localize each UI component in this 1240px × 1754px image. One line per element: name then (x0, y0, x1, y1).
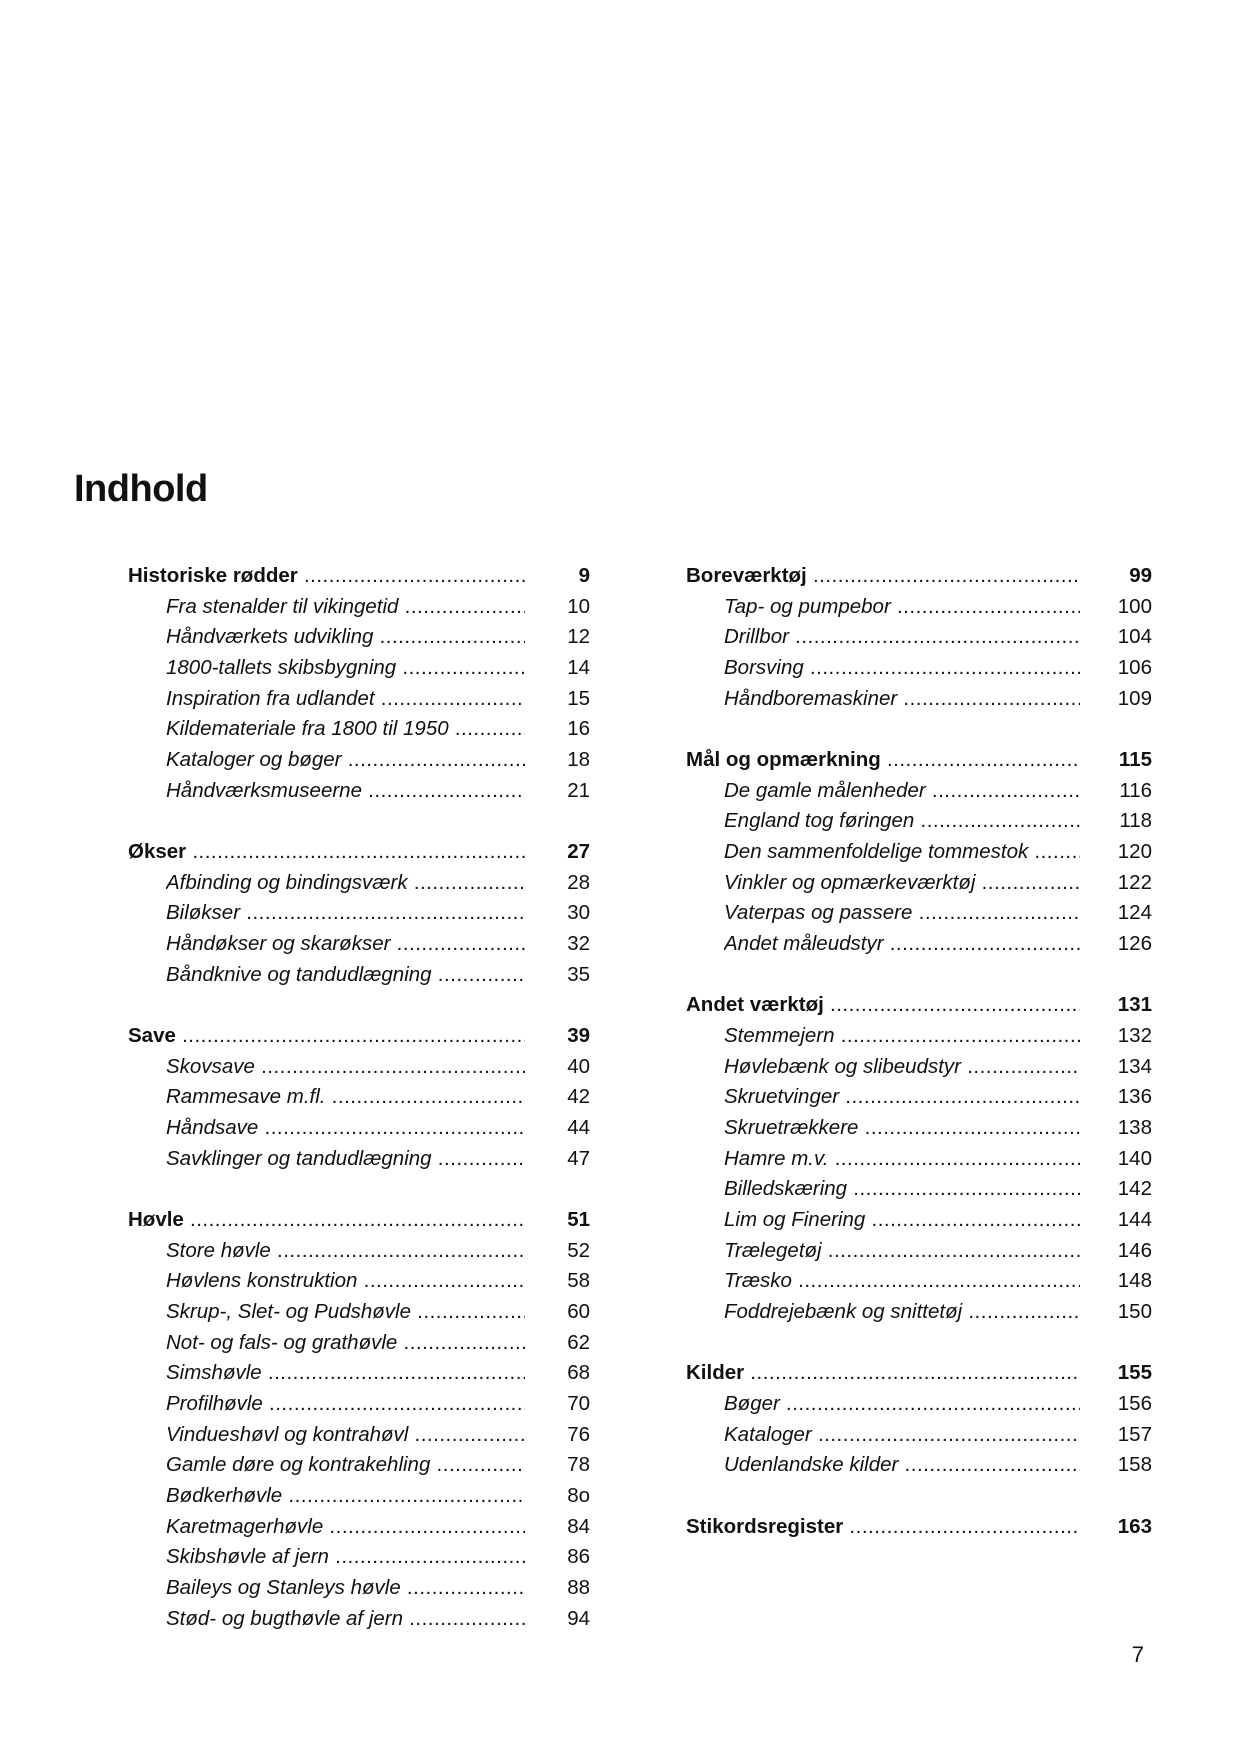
page-ref: 88 (567, 1576, 590, 1600)
subentry-title: Høvlebænk og slibeudstyr ..... (724, 1052, 1080, 1083)
page-ref: 12 (567, 625, 590, 649)
subentry-title: Håndværksmuseerne ..... (166, 776, 525, 807)
page-ref: 8o (567, 1484, 590, 1508)
toc-subentry (128, 776, 590, 807)
toc-chapter-entry (128, 1021, 590, 1052)
subentry-title: Kildemateriale fra 1800 til 1950 ..... (166, 714, 525, 745)
subentry-title: Gamle døre og kontrakehling ..... (166, 1450, 525, 1481)
page-ref: 148 (1117, 1269, 1152, 1293)
subentry-title: Borsving ..... (724, 653, 1080, 684)
page-ref: 118 (1119, 809, 1152, 833)
toc-subentry (128, 592, 590, 623)
page-ref: 32 (567, 932, 590, 956)
page-ref: 27 (567, 840, 590, 863)
subentry-title: Skibshøvle af jern ..... (166, 1542, 525, 1573)
toc-section (686, 745, 1152, 960)
subentry-title: Store høvle ..... (166, 1236, 525, 1267)
page-ref: 52 (567, 1238, 590, 1262)
toc-subentry (128, 1450, 590, 1481)
toc-subentry (128, 1082, 590, 1113)
chapter-title: Save ..... (128, 1021, 525, 1052)
toc-chapter-entry (686, 1358, 1152, 1389)
subentry-title: Høvlens konstruktion ..... (166, 1266, 525, 1297)
page-ref: 9 (578, 564, 590, 587)
toc-subentry (686, 684, 1152, 715)
subentry-title: Andet måleudstyr ..... (724, 929, 1080, 960)
toc-section (128, 561, 590, 807)
page-ref: 70 (567, 1392, 590, 1415)
page-ref: 138 (1117, 1116, 1152, 1139)
toc-column-right (686, 561, 1152, 1542)
toc-subentry (686, 1205, 1152, 1236)
subentry-title: Inspiration fra udlandet ..... (166, 684, 525, 715)
toc-subentry (128, 622, 590, 653)
toc-subentry (686, 1144, 1152, 1175)
toc-chapter-entry (128, 837, 590, 868)
toc-subentry (686, 929, 1152, 960)
toc-subentry (686, 653, 1152, 684)
subentry-title: Vaterpas og passere ..... (724, 898, 1080, 929)
page-ref: 109 (1117, 686, 1152, 710)
subentry-title: Håndboremaskiner ..... (724, 684, 1080, 715)
toc-subentry (686, 868, 1152, 899)
chapter-title: Boreværktøj ..... (686, 561, 1080, 592)
page-ref: 132 (1117, 1023, 1152, 1047)
toc-chapter-entry (128, 561, 590, 592)
subentry-title: England tog føringen ..... (724, 806, 1080, 837)
toc-subentry (686, 1021, 1152, 1052)
chapter-title: Stikordsregister ..... (686, 1512, 1080, 1543)
page-ref: 158 (1117, 1453, 1152, 1477)
subentry-title: Bødkerhøvle ..... (166, 1481, 525, 1512)
subentry-title: Lim og Finering ..... (724, 1205, 1080, 1236)
toc-subentry (686, 806, 1152, 837)
toc-subentry (128, 1481, 590, 1512)
toc-subentry (128, 1052, 590, 1083)
toc-subentry (128, 929, 590, 960)
subentry-title: Drillbor ..... (724, 622, 1080, 653)
toc-subentry (686, 1236, 1152, 1267)
toc-subentry (128, 745, 590, 776)
toc-subentry (686, 1052, 1152, 1083)
subentry-title: Profilhøvle ..... (166, 1389, 525, 1420)
subentry-title: Trælegetøj ..... (724, 1236, 1080, 1267)
toc-chapter-entry (128, 1205, 590, 1236)
subentry-title: Stød- og bugthøvle af jern ..... (166, 1604, 525, 1635)
page-ref: 51 (567, 1207, 590, 1231)
toc-subentry (686, 837, 1152, 868)
subentry-title: Fra stenalder til vikingetid ..... (166, 592, 525, 623)
toc-subentry (128, 653, 590, 684)
toc-subentry (128, 684, 590, 715)
toc-subentry (128, 1328, 590, 1359)
page-ref: 94 (567, 1606, 590, 1630)
chapter-title: Kilder ..... (686, 1358, 1080, 1389)
toc-subentry (128, 1358, 590, 1389)
page-ref: 142 (1117, 1177, 1152, 1201)
toc-subentry (128, 1144, 590, 1175)
page-ref: 44 (567, 1116, 590, 1139)
page-ref: 16 (567, 717, 590, 741)
toc-chapter-entry (686, 990, 1152, 1021)
page-ref: 99 (1129, 564, 1152, 587)
toc-section (686, 561, 1152, 714)
toc-chapter-entry (686, 561, 1152, 592)
subentry-title: Håndværkets udvikling ..... (166, 622, 525, 653)
page-ref: 157 (1117, 1422, 1152, 1446)
page-ref: 146 (1117, 1238, 1152, 1262)
subentry-title: Skruetvinger ..... (724, 1082, 1080, 1113)
toc-subentry (128, 1266, 590, 1297)
subentry-title: Træsko ..... (724, 1266, 1080, 1297)
toc-subentry (128, 1236, 590, 1267)
toc-section (128, 837, 590, 990)
page-ref: 15 (567, 686, 590, 710)
subentry-title: Bøger ..... (724, 1389, 1080, 1420)
subentry-title: Båndknive og tandudlægning ..... (166, 960, 525, 991)
page-ref: 42 (567, 1085, 590, 1109)
page-ref: 35 (567, 962, 590, 986)
toc-section (686, 1512, 1152, 1543)
subentry-title: Biløkser ..... (166, 898, 525, 929)
toc-subentry (128, 1113, 590, 1144)
subentry-title: Håndøkser og skarøkser ..... (166, 929, 525, 960)
page-ref: 40 (567, 1054, 590, 1078)
toc-subentry (686, 592, 1152, 623)
toc-subentry (686, 1113, 1152, 1144)
chapter-title: Andet værktøj ..... (686, 990, 1080, 1021)
toc-subentry (128, 1512, 590, 1543)
page-ref: 131 (1117, 993, 1152, 1017)
subentry-title: Not- og fals- og grathøvle ..... (166, 1328, 525, 1359)
chapter-title: Historiske rødder ..... (128, 561, 525, 592)
page-ref: 120 (1117, 840, 1152, 863)
page-ref: 156 (1117, 1392, 1152, 1415)
page-title: Indhold (74, 468, 208, 510)
subentry-title: Skruetrækkere ..... (724, 1113, 1080, 1144)
page-ref: 163 (1117, 1514, 1152, 1538)
toc-subentry (128, 898, 590, 929)
page-ref: 39 (567, 1023, 590, 1047)
toc-subentry (686, 1389, 1152, 1420)
page-ref: 62 (567, 1330, 590, 1354)
page-ref: 60 (567, 1299, 590, 1323)
page-ref: 47 (567, 1146, 590, 1170)
toc-subentry (128, 1389, 590, 1420)
page-ref: 116 (1119, 778, 1152, 802)
page-ref: 78 (567, 1453, 590, 1477)
subentry-title: Skovsave ..... (166, 1052, 525, 1083)
page-ref: 84 (567, 1514, 590, 1538)
subentry-title: Den sammenfoldelige tommestok ..... (724, 837, 1080, 868)
page-ref: 124 (1117, 901, 1152, 925)
subentry-title: Vindueshøvl og kontrahøvl ..... (166, 1420, 525, 1451)
page-ref: 115 (1118, 747, 1152, 771)
subentry-title: Skrup-, Slet- og Pudshøvle ..... (166, 1297, 525, 1328)
page-ref: 21 (567, 778, 590, 802)
subentry-title: Vinkler og opmærkeværktøj ..... (724, 868, 1080, 899)
subentry-title: Afbinding og bindingsværk ..... (166, 868, 525, 899)
toc-subentry (686, 1420, 1152, 1451)
toc-subentry (128, 1573, 590, 1604)
toc-section (128, 1021, 590, 1174)
toc-chapter-entry (686, 745, 1152, 776)
subentry-title: Savklinger og tandudlægning ..... (166, 1144, 525, 1175)
page-ref: 18 (567, 748, 590, 772)
page-ref: 28 (567, 870, 590, 894)
subentry-title: Tap- og pumpebor ..... (724, 592, 1080, 623)
toc-subentry (686, 1082, 1152, 1113)
subentry-title: Rammesave m.fl. ..... (166, 1082, 525, 1113)
toc-section (686, 990, 1152, 1328)
page-ref: 100 (1117, 594, 1152, 618)
page-ref: 58 (567, 1269, 590, 1293)
subentry-title: De gamle målenheder ..... (724, 776, 1080, 807)
subentry-title: Hamre m.v. ..... (724, 1144, 1080, 1175)
toc-section (128, 1205, 590, 1635)
chapter-title: Økser ..... (128, 837, 525, 868)
page-ref: 155 (1117, 1361, 1152, 1385)
page-ref: 14 (567, 656, 590, 680)
subentry-title: Stemmejern ..... (724, 1021, 1080, 1052)
subentry-title: Udenlandske kilder ..... (724, 1450, 1080, 1481)
toc-subentry (128, 1420, 590, 1451)
subentry-title: Håndsave ..... (166, 1113, 525, 1144)
page-ref: 106 (1117, 656, 1152, 680)
page-ref: 150 (1117, 1300, 1152, 1324)
toc-subentry (686, 1174, 1152, 1205)
page-ref: 104 (1117, 625, 1152, 649)
page-ref: 10 (567, 594, 590, 618)
page-ref: 68 (567, 1361, 590, 1385)
toc-subentry (686, 1266, 1152, 1297)
toc-subentry (128, 1542, 590, 1573)
toc-subentry (128, 1297, 590, 1328)
page-ref: 140 (1117, 1146, 1152, 1170)
subentry-title: Kataloger og bøger ..... (166, 745, 525, 776)
subentry-title: 1800-tallets skibsbygning ..... (166, 653, 525, 684)
toc-chapter-entry (686, 1512, 1152, 1543)
toc-section (686, 1358, 1152, 1481)
page-ref: 76 (567, 1422, 590, 1446)
page-ref: 30 (567, 901, 590, 925)
toc-subentry (686, 776, 1152, 807)
chapter-title: Mål og opmærkning ..... (686, 745, 1080, 776)
page-ref: 122 (1117, 870, 1152, 894)
toc-column-left (128, 561, 590, 1635)
subentry-title: Baileys og Stanleys høvle ..... (166, 1573, 525, 1604)
page-ref: 136 (1117, 1085, 1152, 1109)
page-ref: 144 (1117, 1208, 1152, 1232)
toc-subentry (128, 1604, 590, 1635)
subentry-title: Billedskæring ..... (724, 1174, 1080, 1205)
toc-subentry (686, 1297, 1152, 1328)
chapter-title: Høvle ..... (128, 1205, 525, 1236)
toc-subentry (128, 960, 590, 991)
toc-subentry (686, 1450, 1152, 1481)
page-number: 7 (1131, 1642, 1144, 1667)
toc-subentry (686, 898, 1152, 929)
page-ref: 86 (567, 1545, 590, 1569)
page-ref: 126 (1117, 932, 1152, 956)
toc-subentry (128, 714, 590, 745)
page-ref: 134 (1117, 1054, 1152, 1078)
subentry-title: Karetmagerhøvle ..... (166, 1512, 525, 1543)
subentry-title: Foddrejebænk og snittetøj ..... (724, 1297, 1080, 1328)
toc-subentry (128, 868, 590, 899)
subentry-title: Simshøvle ..... (166, 1358, 525, 1389)
toc-subentry (686, 622, 1152, 653)
subentry-title: Kataloger ..... (724, 1420, 1080, 1451)
